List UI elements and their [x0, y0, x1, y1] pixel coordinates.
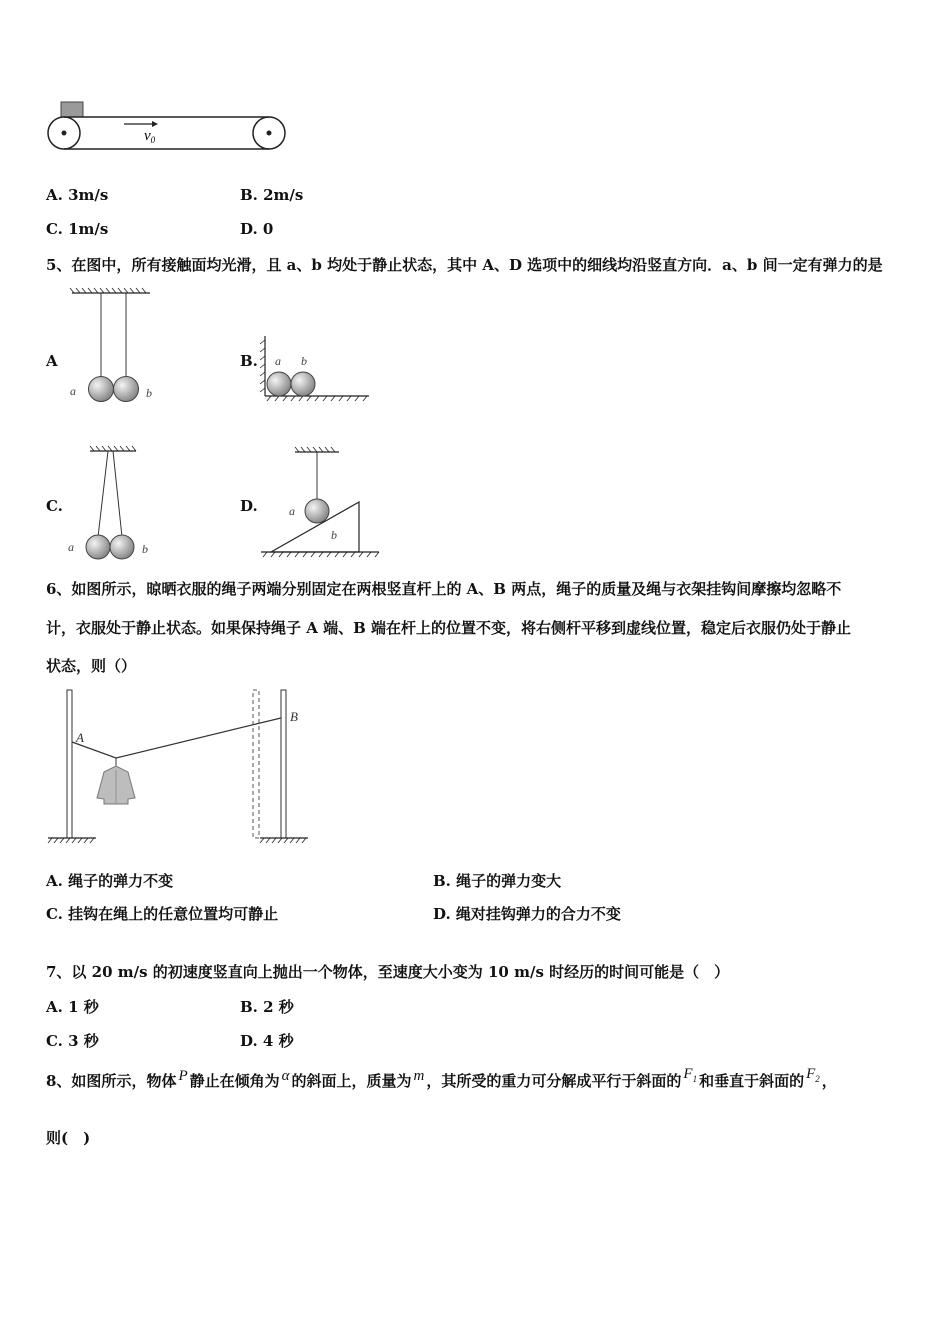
q4-option-d[interactable]: D. 0: [240, 220, 274, 238]
velocity-label: $v_0$: [144, 128, 156, 145]
symbol-m: m: [413, 1068, 425, 1084]
svg-text:b: b: [331, 528, 337, 542]
svg-text:b: b: [146, 386, 152, 400]
symbol-f1: $F_1$: [683, 1066, 698, 1084]
q4-option-a[interactable]: A. 3m/s: [46, 186, 109, 204]
block: [61, 102, 83, 117]
svg-text:b: b: [142, 542, 148, 556]
q6-clothesline-figure: [44, 686, 319, 846]
q8-text-line2: 则( ): [46, 1129, 91, 1147]
q7-text: 7、以 20 m/s 的初速度竖直向上抛出一个物体，至速度大小变为 10 m/s 时经历的时间可能是（ ）: [46, 963, 730, 981]
svg-text:A: A: [76, 730, 84, 745]
q7-option-d[interactable]: D. 4 秒: [240, 1032, 294, 1050]
q4-option-c[interactable]: C. 1m/s: [46, 220, 109, 238]
q7-option-a[interactable]: A. 1 秒: [46, 998, 99, 1016]
q5-text: 5、在图中，所有接触面均光滑，且 a、b 均处于静止状态，其中 A、D 选项中的细线均沿竖直方向．a、b 间一定有弹力的是: [46, 256, 883, 274]
q6-text-line3: 状态，则（）: [46, 657, 137, 675]
q5-label-d: D.: [240, 497, 258, 515]
q7-option-c[interactable]: C. 3 秒: [46, 1032, 99, 1050]
conveyor-belt-figure: [40, 95, 300, 159]
q5-label-c: C.: [46, 497, 63, 515]
svg-text:b: b: [301, 354, 307, 368]
symbol-alpha: α: [281, 1068, 290, 1084]
q5-figure-b: [255, 332, 375, 407]
q5-figure-c: [60, 443, 160, 563]
q6-option-b[interactable]: B. 绳子的弹力变大: [433, 872, 562, 890]
q6-text-line2: 计，衣服处于静止状态。如果保持绳子 A 端、B 端在杆上的位置不变，将右侧杆平移到虚线位置，稳定后衣服仍处于静止: [46, 619, 851, 637]
q6-option-a[interactable]: A. 绳子的弹力不变: [46, 872, 174, 890]
q6-option-c[interactable]: C. 挂钩在绳上的任意位置均可静止: [46, 905, 279, 923]
q7-option-b[interactable]: B. 2 秒: [240, 998, 294, 1016]
q6-text-line1: 6、如图所示，晾晒衣服的绳子两端分别固定在两根竖直杆上的 A、B 两点，绳子的质量及绳与衣架挂钩间摩擦均忽略不: [46, 580, 842, 598]
q4-option-b[interactable]: B. 2m/s: [240, 186, 304, 204]
symbol-p: P: [178, 1068, 188, 1084]
svg-text:a: a: [70, 384, 76, 398]
q5-figure-d: [255, 444, 385, 562]
svg-text:a: a: [289, 504, 295, 518]
svg-text:B: B: [290, 709, 298, 724]
q8-text-line1: 8、如图所示，物体 P 静止在倾角为 α 的斜面上，质量为 m ，其所受的重力可分解成平行于斜面的 $F_1$ 和垂直于斜面的 $F_2$ ，: [46, 1066, 837, 1090]
q6-option-d[interactable]: D. 绳对挂钩弹力的合力不变: [433, 905, 621, 923]
svg-text:a: a: [275, 354, 281, 368]
svg-text:a: a: [68, 540, 74, 554]
q5-label-b: B.: [240, 352, 258, 370]
q5-figure-a: [60, 285, 160, 405]
q5-label-a: A: [46, 352, 58, 370]
symbol-f2: $F_2$: [806, 1066, 820, 1084]
